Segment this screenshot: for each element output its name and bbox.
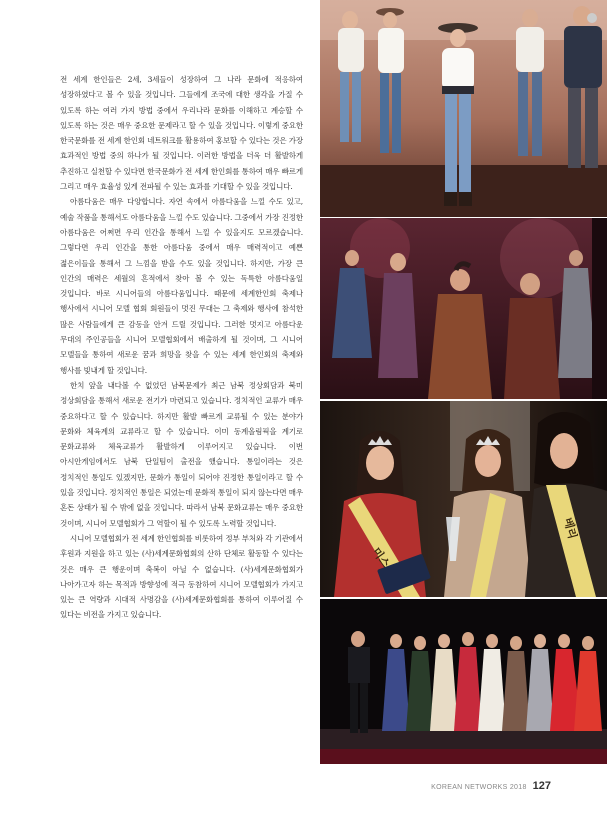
runway-photo-denim-image	[320, 0, 607, 217]
group-stage-photo-image	[320, 599, 607, 764]
article-paragraph-1: 전 세계 한인들은 2세, 3세들이 성장하여 그 나라 문화에 적응하여 성장하였다고 볼 수 있을 것입니다. 그들에게 조국에 대한 생각을 가질 수 있도록 하는 여러 가지 방법 중에서 우리나라 문화를 이해하고 계승할 수 있도록 하는 것은 매우 중요한 문제라고 할 수 있을 것입니다. 이렇게 중요한 한국문화를 전 세계 한인회 네트워크를 활용하여 홍보할 수 있다는 것은 가장 효과적인 방법 중의 하나가 될 것입니다. 이러한 방법을 더욱 더 활발하게 추진하고 실천할 수 있다면 한국문화가 전 세계 한인회를 통하여 매우 빠르게 그리고 매우 효율성 있게 전파될 수 있는 효과를 기대할 수 있을 것입니다.	[60, 75, 303, 192]
article-paragraph-2: 아름다움은 매우 다양합니다. 자연 속에서 아름다움을 느낄 수도 있고, 예술 작품을 통해서도 아름다움을 느낄 수도 있습니다. 그중에서 가장 진정한 아름다움은 어쩌면 우리 인간을 통해서 느낄 수 있을지도 모르겠습니다. 그렇다면 우리 인간을 통한 아름다움 중에서 매우 매력적이고 예쁜 젊은이들을 통해서 그 느낌을 받을 수도 있을 것입니다. 하지만, 가장 큰 인간의 매력은 세월의 흔적에서 찾아 볼 수 있는 독특한 아름다움일 것입니다. 바로 시니어들의 아름다움입니다. 때문에 세계한인회 축제나 행사에서 시니어 모델 협회 회원들이 멋진 무대는 그 축제와 행사에 참석한 많은 사람들에게 큰 감동을 안겨 드릴 것입니다. 그러한 멋지고 아름다운 무대의 주인공들을 시니어 모델협회에서 배출하게 될 것이며, 그 시니어 모델들을 통하여 새로운 꿈과 희망을 찾을 수 있는 세계 한인회의 축제와 행사를 빛내게 할 것입니다.	[60, 197, 303, 375]
runway-photo-denim	[320, 0, 607, 217]
sash-text-right: 베리	[561, 516, 580, 541]
publication-label: KOREAN NETWORKS 2018	[431, 784, 527, 791]
article-paragraph-4: 시니어 모델협회가 전 세계 한인협회를 비롯하여 정부 부처와 각 기관에서 후원과 지원을 하고 있는 (사)세계문화협회의 산하 단체로 활동할 수 있다는 것은 매우 큰 행운이며 축복이 아닐 수 없습니다. (사)세계문화협회가 나아가고자 하는 목적과 방향성에 적극 동참하여 시니어 모델협회가 가지고 있는 큰 역량과 시대적 사명감을 (사)세계문화협회를 통하여 이루어질 수 있다는 비전을 가지고 있습니다.	[60, 533, 303, 620]
runway-photo-traditional	[320, 218, 607, 399]
page-number: 127	[532, 780, 551, 792]
article-text-column	[60, 72, 303, 623]
sash-text-left: 미스	[369, 545, 393, 571]
article-paragraph-3: 한치 앞을 내다볼 수 없었던 남북문제가 최근 남북 정상회담과 북미 정상회담을 통해서 새로운 전기가 마련되고 있습니다. 정치적인 교류가 매우 중요하다고 할 수 있습니다. 하지만 활발 빠르게 교류될 수 있는 분야가 문화와 체육계의 교류라고 할 수 있습니다. 이미 동계올림픽을 계기로 문화교류와 체육교류가 활발하게 이루어지고 있습니다. 이번 아시안게임에서도 남북 단일팀이 출전을 했습니다. 통일이라는 것은 정치적인 통일도 있겠지만, 문화가 통일이 되어야 진정한 통일이라고 할 수 있을 것입니다. 정치적인 통일은 되었는데 문화적 통일이 되지 않는다면 매우 혼돈 상태가 될 수 밖에 없을 것입니다. 따라서 남북 문화교류는 매우 중요한 것이며, 시니어 모델협회가 그 역할이 될 수 있도록 노력할 것입니다.	[60, 380, 303, 528]
award-winners-photo	[320, 401, 607, 597]
group-stage-photo	[320, 599, 607, 764]
page-footer	[431, 780, 551, 792]
award-winners-photo-image	[320, 401, 607, 597]
runway-photo-traditional-image	[320, 218, 607, 399]
